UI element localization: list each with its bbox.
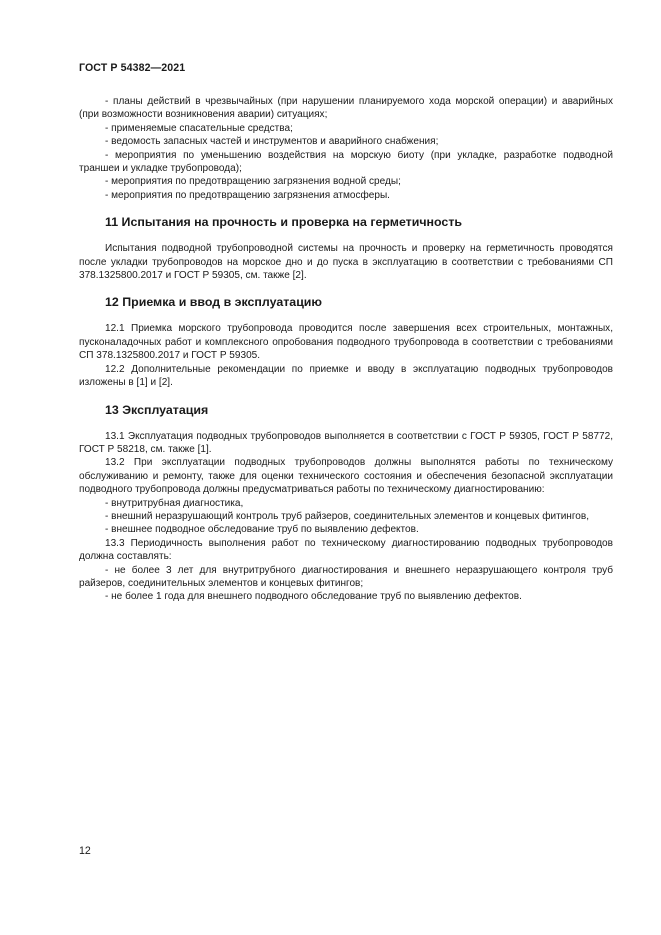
list-item: - мероприятия по предотвращению загрязнения атмосферы. [105, 189, 390, 201]
list-item: - не более 3 лет для внутритрубного диагностирования и внешнего неразрушающего контроля труб райзеров, соединительных элементов и концевых фитингов; [79, 564, 613, 589]
intro-list [79, 95, 613, 202]
section-13 [79, 403, 613, 604]
paragraph: Испытания подводной трубопроводной системы на прочность и проверку на герметичность проводятся после укладки трубопроводов на морское дно и до пуска в эксплуатацию в соответствии с требованиями СП 378.1325800.2017 и ГОСТ Р 59305, см. также [2]. [79, 243, 613, 282]
section-12 [79, 295, 613, 389]
list-item: - не более 1 года для внешнего подводного обследование труб по выявлению дефектов. [105, 591, 522, 603]
paragraph: 13.2 При эксплуатации подводных трубопроводов должны выполнятся работы по техническому обслуживанию и ремонту, также для оценки технического состояния и обеспечения безопасной эксплуатации подводного трубопровода должны предусматриваться работы по техническому диагностированию: [79, 457, 613, 496]
paragraph: 12.1 Приемка морского трубопровода проводится после завершения всех строительных, монтажных, пусконаладочных работ и комплексного опробования подводного трубопровода в соответствии с требованиями СП 378.1325800.2017 и ГОСТ Р 59305. [79, 323, 613, 362]
page-content [79, 95, 613, 604]
section-12-heading: 12 Приемка и ввод в эксплуатацию [105, 295, 323, 310]
list-item: - планы действий в чрезвычайных (при нарушении планируемого хода морской операции) и аварийных (при возможности возникновения аварии) ситуациях; [79, 96, 613, 121]
paragraph: 12.2 Дополнительные рекомендации по приемке и вводу в эксплуатацию подводных трубопроводов изложены в [1] и [2]. [79, 363, 613, 389]
list-item: - мероприятия по предотвращению загрязнения водной среды; [105, 176, 401, 188]
list-item: - внешний неразрушающий контроль труб райзеров, соединительных элементов и концевых фитингов, [105, 510, 590, 522]
section-11 [79, 215, 613, 282]
list-item: - мероприятия по уменьшению воздействия на морскую биоту (при укладке, разработке подводной траншеи и укладке трубопровода); [79, 149, 613, 175]
list-item: - внешнее подводное обследование труб по выявлению дефектов. [105, 524, 419, 536]
list-item: - ведомость запасных частей и инструментов и аварийного снабжения; [105, 136, 439, 148]
page-number: 12 [79, 845, 91, 857]
list-item: - применяемые спасательные средства; [105, 122, 293, 134]
list-item: - внутритрубная диагностика, [105, 497, 244, 509]
paragraph: 13.3 Периодичность выполнения работ по техническому диагностированию подводных трубопроводов должна составлять: [79, 537, 613, 563]
section-11-heading: 11 Испытания на прочность и проверка на герметичность [105, 215, 463, 230]
document-code: ГОСТ Р 54382—2021 [79, 62, 186, 74]
section-13-heading: 13 Эксплуатация [105, 402, 209, 417]
paragraph: 13.1 Эксплуатация подводных трубопроводов выполняется в соответствии с ГОСТ Р 59305, ГОСТ Р 58772, ГОСТ Р 58218, см. также [1]. [79, 430, 613, 455]
